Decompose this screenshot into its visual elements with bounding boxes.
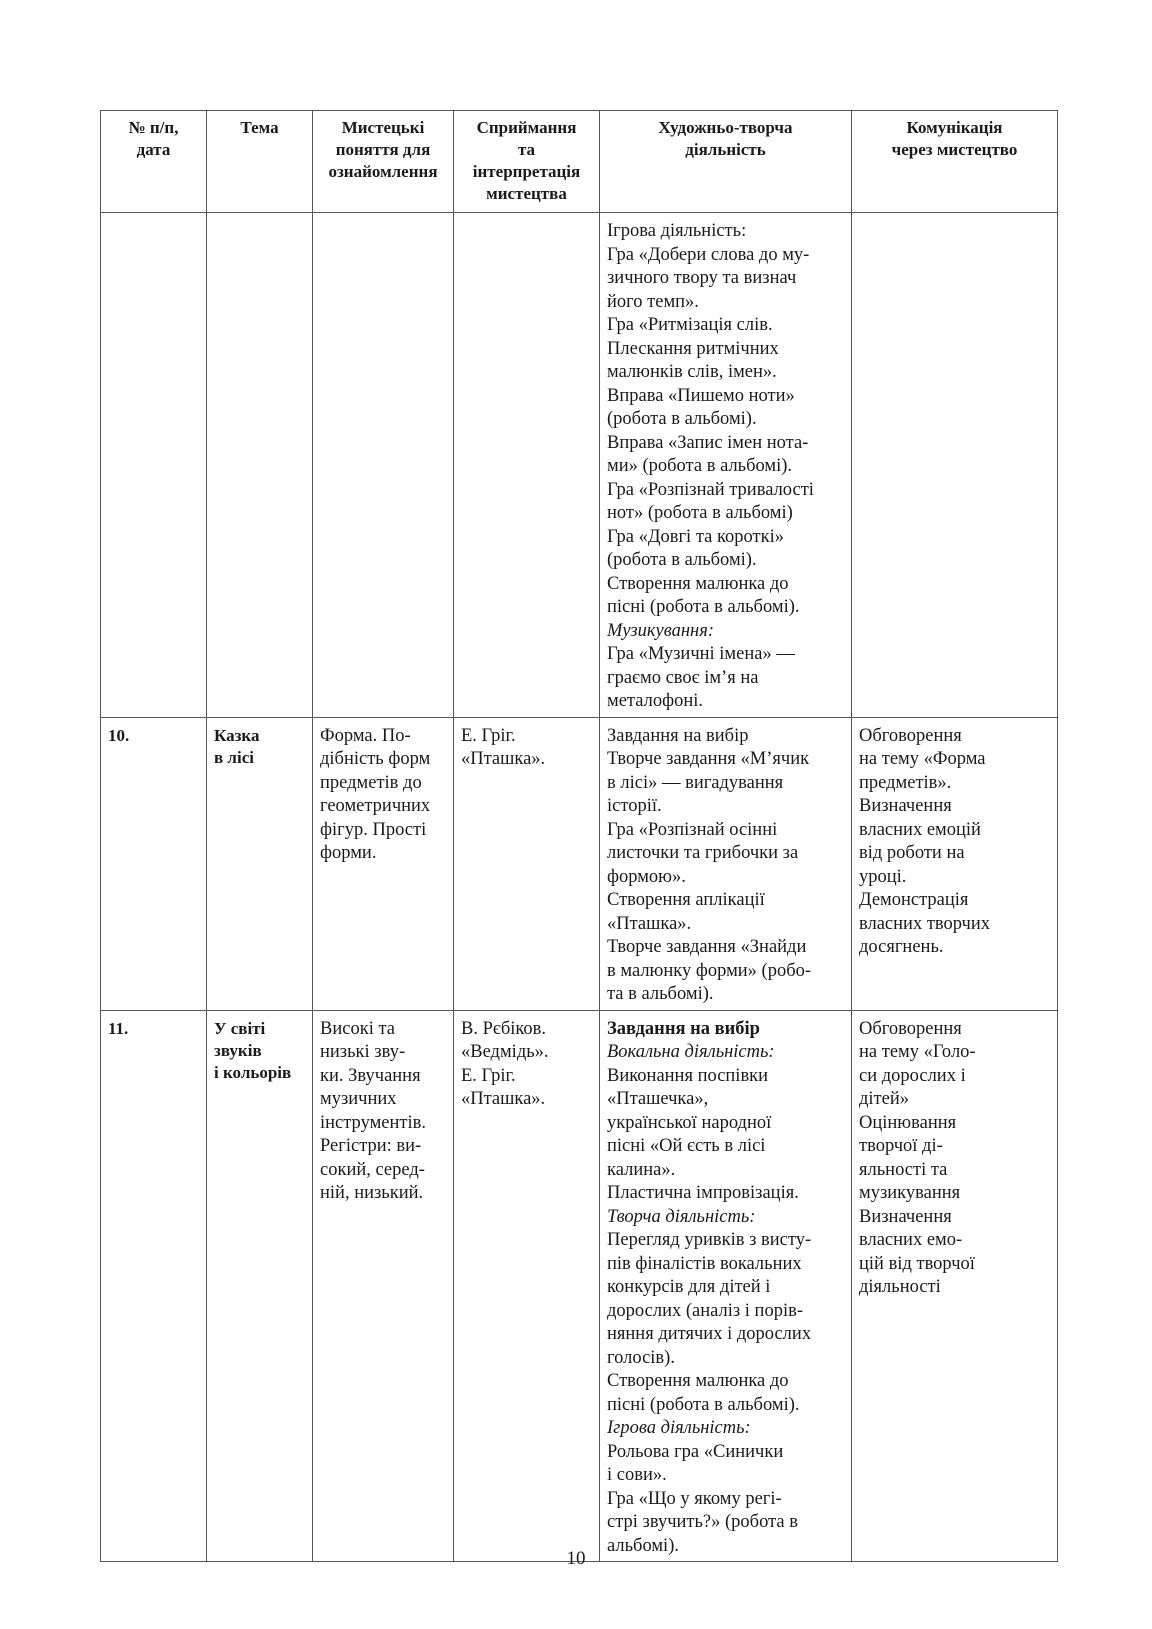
text-line: в лісі xyxy=(214,747,254,767)
text-line: альбомі). xyxy=(607,1535,679,1556)
cell-theme xyxy=(207,1010,313,1562)
text-line: (робота в альбомі). xyxy=(607,409,757,429)
cell-number xyxy=(101,1010,207,1562)
text-line: нот» (робота в альбомі) xyxy=(607,503,793,523)
cell-communication xyxy=(852,1010,1058,1562)
text-line: Творче завдання «М’ячик xyxy=(607,749,810,769)
text-line: Ігрова діяльність: xyxy=(607,1418,751,1438)
table-row xyxy=(101,717,1058,1010)
header-number-date xyxy=(101,111,207,213)
text-line: 11. xyxy=(108,1018,129,1038)
text-line: Пластична імпровізація. xyxy=(607,1183,799,1203)
cell-activity xyxy=(600,213,852,718)
text-line: Казка xyxy=(214,725,260,745)
text-line: дібність форм xyxy=(320,749,431,769)
text-line: «Ведмідь». xyxy=(461,1042,549,1062)
text-line: від роботи на xyxy=(859,843,965,863)
text-line: пісні «Ой єсть в лісі xyxy=(607,1136,766,1156)
text-line: Демонстрація xyxy=(859,890,969,910)
text-line: ознайомлення xyxy=(328,162,438,181)
text-line: «Пташка». xyxy=(607,913,692,934)
text-line: Обговорення xyxy=(859,1018,962,1039)
text-line: пісні (робота в альбомі). xyxy=(607,597,800,617)
text-line: української народної xyxy=(607,1112,772,1133)
cell-communication xyxy=(852,213,1058,718)
text-line: і кольорів xyxy=(214,1062,292,1082)
text-line: «Пташечка», xyxy=(607,1089,709,1109)
text-line: Виконання поспівки xyxy=(607,1065,769,1086)
text-line: фігур. Прості xyxy=(320,819,427,840)
text-line: «Пташка». xyxy=(461,1089,546,1109)
text-line: 10. xyxy=(108,725,130,745)
text-line: Оцінювання xyxy=(859,1112,957,1133)
cell-communication xyxy=(852,717,1058,1010)
text-line: досягнень. xyxy=(859,937,944,957)
text-line: форми. xyxy=(320,843,377,863)
header-theme xyxy=(207,111,313,213)
text-line: музикування xyxy=(859,1183,961,1203)
text-line: предметів до xyxy=(320,772,422,793)
text-line: в малюнку форми» (робо- xyxy=(607,960,812,981)
cell-concepts xyxy=(313,1010,454,1562)
text-line: Гра «Розпізнай тривалості xyxy=(607,479,814,500)
text-line: Визначення xyxy=(859,796,952,816)
cell-concepts xyxy=(313,717,454,1010)
table-row xyxy=(101,213,1058,718)
text-line: Е. Гріг. xyxy=(461,725,516,746)
text-line: Тема xyxy=(240,118,279,137)
text-line: поняття для xyxy=(335,140,431,159)
text-line: Гра «Ритмізація слів. xyxy=(607,315,773,335)
page-number: 10 xyxy=(566,1548,586,1569)
text-line: Гра «Розпізнай осінні xyxy=(607,819,778,840)
text-line: Творча діяльність: xyxy=(607,1206,756,1227)
text-line: творчої ді- xyxy=(859,1136,943,1156)
text-line: цій від творчої xyxy=(859,1253,975,1274)
text-line: В. Рєбіков. xyxy=(461,1018,547,1039)
text-line: ки. Звучання xyxy=(320,1065,421,1086)
text-line: уроці. xyxy=(859,866,907,887)
text-line: Сприймання xyxy=(476,118,577,137)
text-line: голосів). xyxy=(607,1347,675,1368)
text-line: металофоні. xyxy=(607,691,703,711)
table-header-row xyxy=(101,111,1058,213)
header-creative-activity xyxy=(600,111,852,213)
header-perception xyxy=(454,111,600,213)
text-line: Регістри: ви- xyxy=(320,1136,422,1156)
header-art-concepts xyxy=(313,111,454,213)
text-line: № п/п, xyxy=(128,118,179,137)
text-line: Форма. По- xyxy=(320,725,411,746)
cell-activity xyxy=(600,1010,852,1562)
cell-perception xyxy=(454,717,600,1010)
text-line: Вокальна діяльність: xyxy=(607,1042,775,1062)
text-line: Визначення xyxy=(859,1206,952,1227)
text-line: Ігрова діяльність: xyxy=(607,221,747,241)
text-line: Створення аплікації xyxy=(607,890,765,910)
text-line: Мистецькі xyxy=(341,118,425,137)
text-line: Гра «Добери слова до му- xyxy=(607,244,810,265)
header-communication xyxy=(852,111,1058,213)
text-line: на тему «Форма xyxy=(859,749,986,769)
text-line: пів фіналістів вокальних xyxy=(607,1253,802,1274)
text-line: яльності та xyxy=(859,1159,948,1180)
text-line: сокий, серед- xyxy=(320,1159,425,1180)
text-line: інтерпретація xyxy=(472,162,581,181)
text-line: дата xyxy=(136,140,171,159)
text-line: ми» (робота в альбомі). xyxy=(607,456,793,476)
text-line: няння дитячих і дорослих xyxy=(607,1324,812,1344)
lesson-plan-table xyxy=(100,110,1058,1562)
text-line: Високі та xyxy=(320,1018,395,1039)
cell-perception xyxy=(454,1010,600,1562)
text-line: Створення малюнка до xyxy=(607,573,789,594)
text-line: малюнків слів, імен». xyxy=(607,362,777,382)
text-line: зичного твору та визнач xyxy=(607,268,797,288)
cell-theme xyxy=(207,213,313,718)
text-line: Комунікація xyxy=(906,118,1003,137)
text-line: інструментів. xyxy=(320,1112,426,1133)
text-line: Е. Гріг. xyxy=(461,1065,516,1086)
text-line: конкурсів для дітей і xyxy=(607,1277,771,1297)
cell-activity xyxy=(600,717,852,1010)
text-line: та в альбомі). xyxy=(607,984,714,1004)
text-line: Гра «Довгі та короткі» xyxy=(607,526,784,547)
text-line: на тему «Голо- xyxy=(859,1042,976,1062)
text-line: (робота в альбомі). xyxy=(607,550,757,570)
text-line: звуків xyxy=(214,1040,262,1060)
text-line: формою». xyxy=(607,866,686,887)
text-line: листочки та грибочки за xyxy=(607,843,799,863)
text-line: Вправа «Пишемо ноти» xyxy=(607,385,795,406)
text-line: його темп». xyxy=(607,291,699,312)
text-line: дорослих (аналіз і порів- xyxy=(607,1300,803,1321)
text-line: музичних xyxy=(320,1089,397,1109)
text-line: Перегляд уривків з висту- xyxy=(607,1230,812,1250)
text-line: в лісі» — вигадування xyxy=(607,772,784,793)
text-line: та xyxy=(517,140,536,159)
cell-number xyxy=(101,717,207,1010)
text-line: діяльності xyxy=(859,1277,941,1297)
text-line: Вправа «Запис імен нота- xyxy=(607,432,809,453)
text-line: власних емоцій xyxy=(859,819,981,840)
text-line: «Пташка». xyxy=(461,749,546,769)
text-line: мистецтва xyxy=(486,184,567,203)
text-line: Творче завдання «Знайди xyxy=(607,937,807,957)
cell-concepts xyxy=(313,213,454,718)
text-line: Рольова гра «Синички xyxy=(607,1441,784,1462)
text-line: діяльність xyxy=(685,140,766,159)
text-line: Музикування: xyxy=(607,620,714,641)
text-line: си дорослих і xyxy=(859,1065,966,1086)
text-line: Створення малюнка до xyxy=(607,1371,789,1391)
text-line: через мистецтво xyxy=(891,140,1018,159)
text-line: калина». xyxy=(607,1159,676,1180)
text-line: предметів». xyxy=(859,772,952,793)
cell-perception xyxy=(454,213,600,718)
text-line: Художньо-творча xyxy=(658,118,793,137)
text-line: власних емо- xyxy=(859,1230,963,1250)
text-line: Гра «Що у якому регі- xyxy=(607,1488,782,1509)
text-line: ній, низький. xyxy=(320,1183,424,1203)
cell-theme xyxy=(207,717,313,1010)
text-line: дітей» xyxy=(859,1089,909,1109)
text-line: Завдання на вибір xyxy=(607,1018,760,1039)
text-line: Обговорення xyxy=(859,725,962,746)
table-row xyxy=(101,1010,1058,1562)
text-line: Гра «Музичні імена» — xyxy=(607,644,795,664)
text-line: геометричних xyxy=(320,796,431,816)
text-line: стрі звучить?» (робота в xyxy=(607,1512,798,1532)
text-line: Плескання ритмічних xyxy=(607,338,779,359)
text-line: Завдання на вибір xyxy=(607,725,749,746)
text-line: і сови». xyxy=(607,1465,667,1485)
text-line: пісні (робота в альбомі). xyxy=(607,1394,800,1415)
cell-number xyxy=(101,213,207,718)
text-line: низькі зву- xyxy=(320,1042,406,1062)
text-line: власних творчих xyxy=(859,913,991,934)
text-line: історії. xyxy=(607,796,662,816)
text-line: граємо своє ім’я на xyxy=(607,667,759,688)
text-line: У світі xyxy=(214,1018,266,1038)
